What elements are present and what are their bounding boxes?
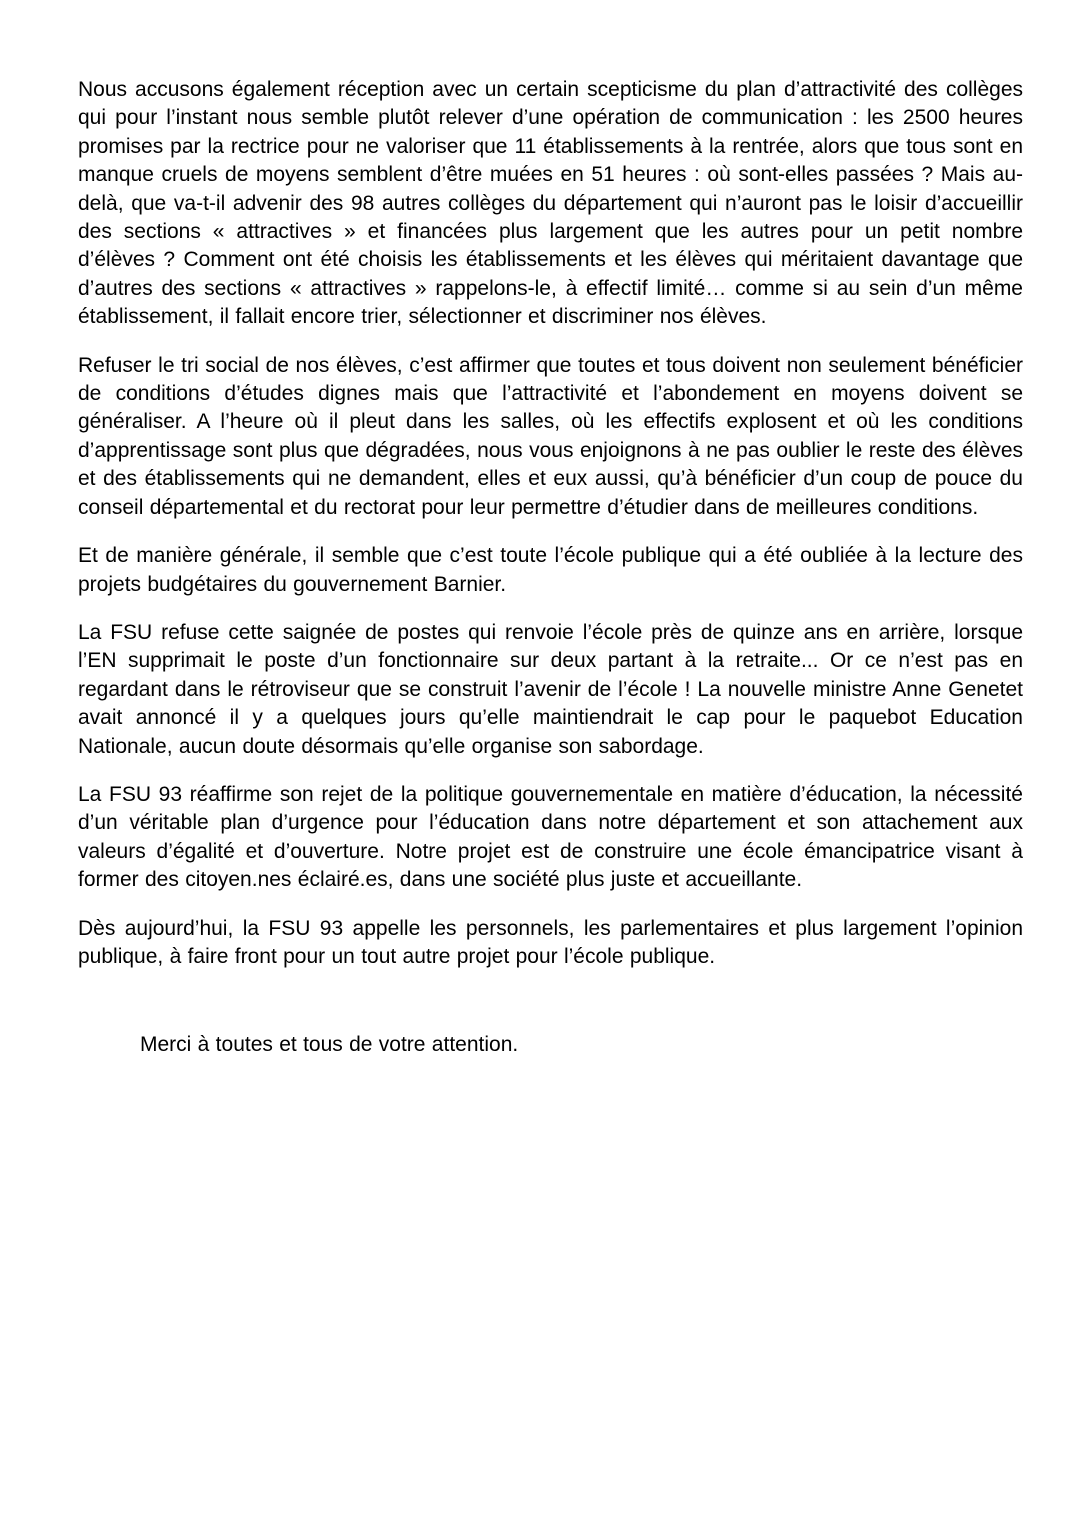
body-paragraph: La FSU refuse cette saignée de postes qui renvoie l’école près de quinze ans en arrière, lorsque l’EN supprimait le poste d’un fonctionnaire sur deux partant à la retraite... Or ce n’est pas en regardant dans le rétroviseur que se construit l’avenir de l’école ! La nouvelle ministre Anne Genetet avait annoncé il y a quelques jours qu’elle maintiendrait le cap pour le paquebot Education Nationale, aucun doute désormais qu’elle organise son sabordage.: [78, 620, 1023, 758]
vertical-spacer: [78, 991, 1023, 1031]
closing-line: Merci à toutes et tous de votre attention.: [140, 1033, 519, 1057]
body-paragraph: Et de manière générale, il semble que c’est toute l’école publique qui a été oubliée à la lecture des projets budgétaires du gouvernement Barnier.: [78, 544, 1023, 596]
body-paragraph: La FSU 93 réaffirme son rejet de la politique gouvernementale en matière d’éducation, la nécessité d’un véritable plan d’urgence pour l’éducation dans notre département et son attachement aux valeurs d’égalité et d’ouverture. Notre projet est de construire une école émancipatrice visant à former des citoyen.nes éclairé.es, dans une société plus juste et accueillante.: [78, 782, 1023, 892]
body-paragraph: Refuser le tri social de nos élèves, c’est affirmer que toutes et tous doivent non seulement bénéficier de conditions d’études dignes mais que l’attractivité et l’abondement en moyens doivent se généraliser. A l’heure où il pleut dans les salles, où les effectifs explosent et où les conditions d’apprentissage sont plus que dégradées, nous vous enjoignons à ne pas oublier le reste des élèves et des établissements qui ne demandent, elles et eux aussi, qu’à bénéficier d’un coup de pouce du conseil départemental et du rectorat pour leur permettre d’étudier dans de meilleures conditions.: [78, 353, 1023, 519]
body-paragraph: Dès aujourd’hui, la FSU 93 appelle les personnels, les parlementaires et plus largement l’opinion publique, à faire front pour un tout autre projet pour l’école publique.: [78, 916, 1023, 968]
body-paragraph: Nous accusons également réception avec un certain scepticisme du plan d’attractivité des collèges qui pour l’instant nous semble plutôt relever d’une opération de communication : les 2500 heures promises par la rectrice pour ne valoriser que 11 établissements à la rentrée, alors que tous sont en manque cruels de moyens semblent d’être muées en 51 heures : où sont-elles passées ? Mais au-delà, que va-t-il advenir des 98 autres collèges du département qui n’auront pas le loisir d’accueillir des sections « attractives » et financées plus largement que les autres pour un petit nombre d’élèves ? Comment ont été choisis les établissements et les élèves qui méritaient davantage que d’autres des sections « attractives » rappelons-le, à effectif limité… comme si au sein d’un même établissement, il fallait encore trier, sélectionner et discriminer nos élèves.: [78, 78, 1023, 329]
document-body: [78, 76, 1023, 1080]
